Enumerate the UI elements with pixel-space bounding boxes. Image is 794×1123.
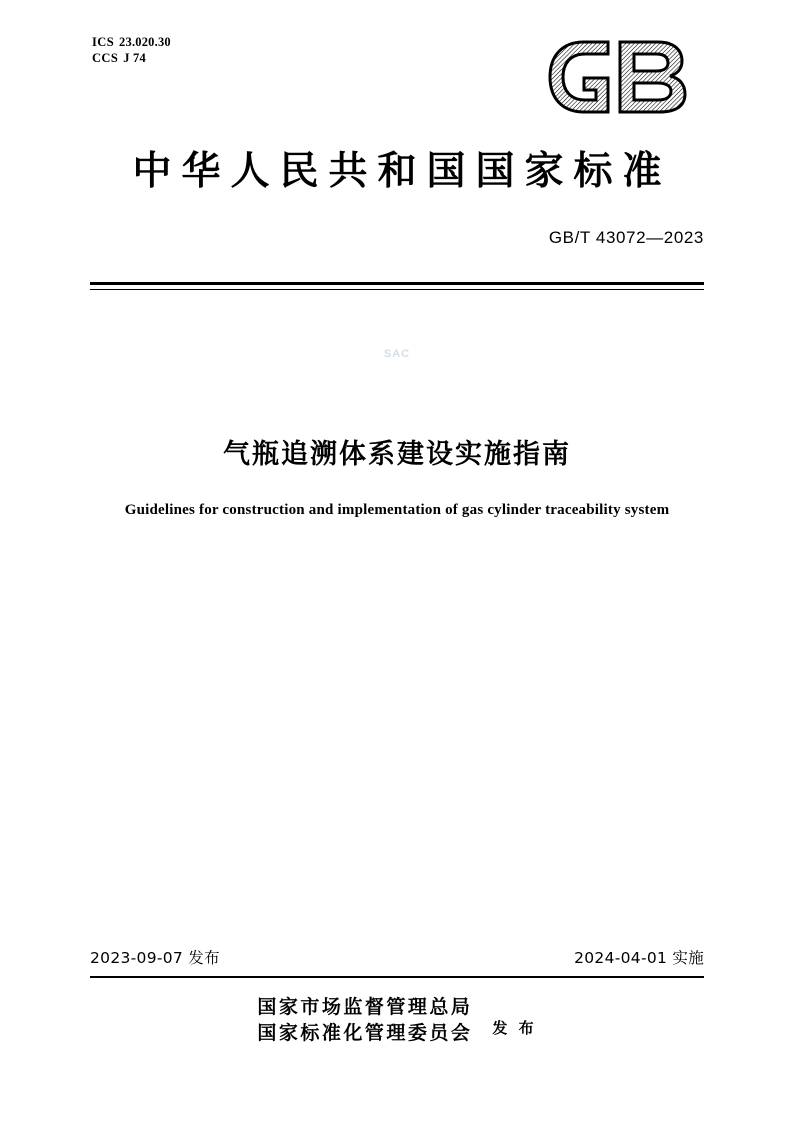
issue-date: 2023-09-07 发布 bbox=[90, 949, 220, 967]
ics-label: ICS bbox=[92, 35, 115, 49]
document-title-en: Guidelines for construction and implementation of gas cylinder traceability system bbox=[124, 502, 670, 518]
standard-number: GB/T 43072—2023 bbox=[548, 228, 704, 247]
ics-line bbox=[92, 34, 171, 50]
header-rule-thick bbox=[90, 282, 704, 285]
watermark-logo: SAC bbox=[383, 348, 411, 360]
header-rule-thin bbox=[90, 289, 704, 290]
issuer-line-2: 国家标准化管理委员会 bbox=[257, 1022, 473, 1044]
issuer-block bbox=[0, 994, 794, 1046]
ics-value: 23.020.30 bbox=[119, 35, 171, 49]
classification-codes bbox=[92, 34, 171, 66]
ccs-line bbox=[92, 50, 171, 66]
gb-emblem-icon bbox=[546, 38, 706, 116]
footer-rule bbox=[90, 976, 704, 978]
ccs-value: J 74 bbox=[123, 51, 146, 65]
effective-date: 2024-04-01 实施 bbox=[574, 949, 704, 967]
ccs-label: CCS bbox=[92, 51, 119, 65]
issuer-line-1: 国家市场监督管理总局 bbox=[257, 996, 473, 1018]
national-standard-title: 中华人民共和国国家标准 bbox=[132, 149, 672, 194]
document-title-cn: 气瓶追溯体系建设实施指南 bbox=[223, 439, 571, 470]
date-row bbox=[90, 946, 704, 968]
publish-label: 发 布 bbox=[492, 1018, 537, 1037]
issuer-names bbox=[257, 994, 472, 1046]
